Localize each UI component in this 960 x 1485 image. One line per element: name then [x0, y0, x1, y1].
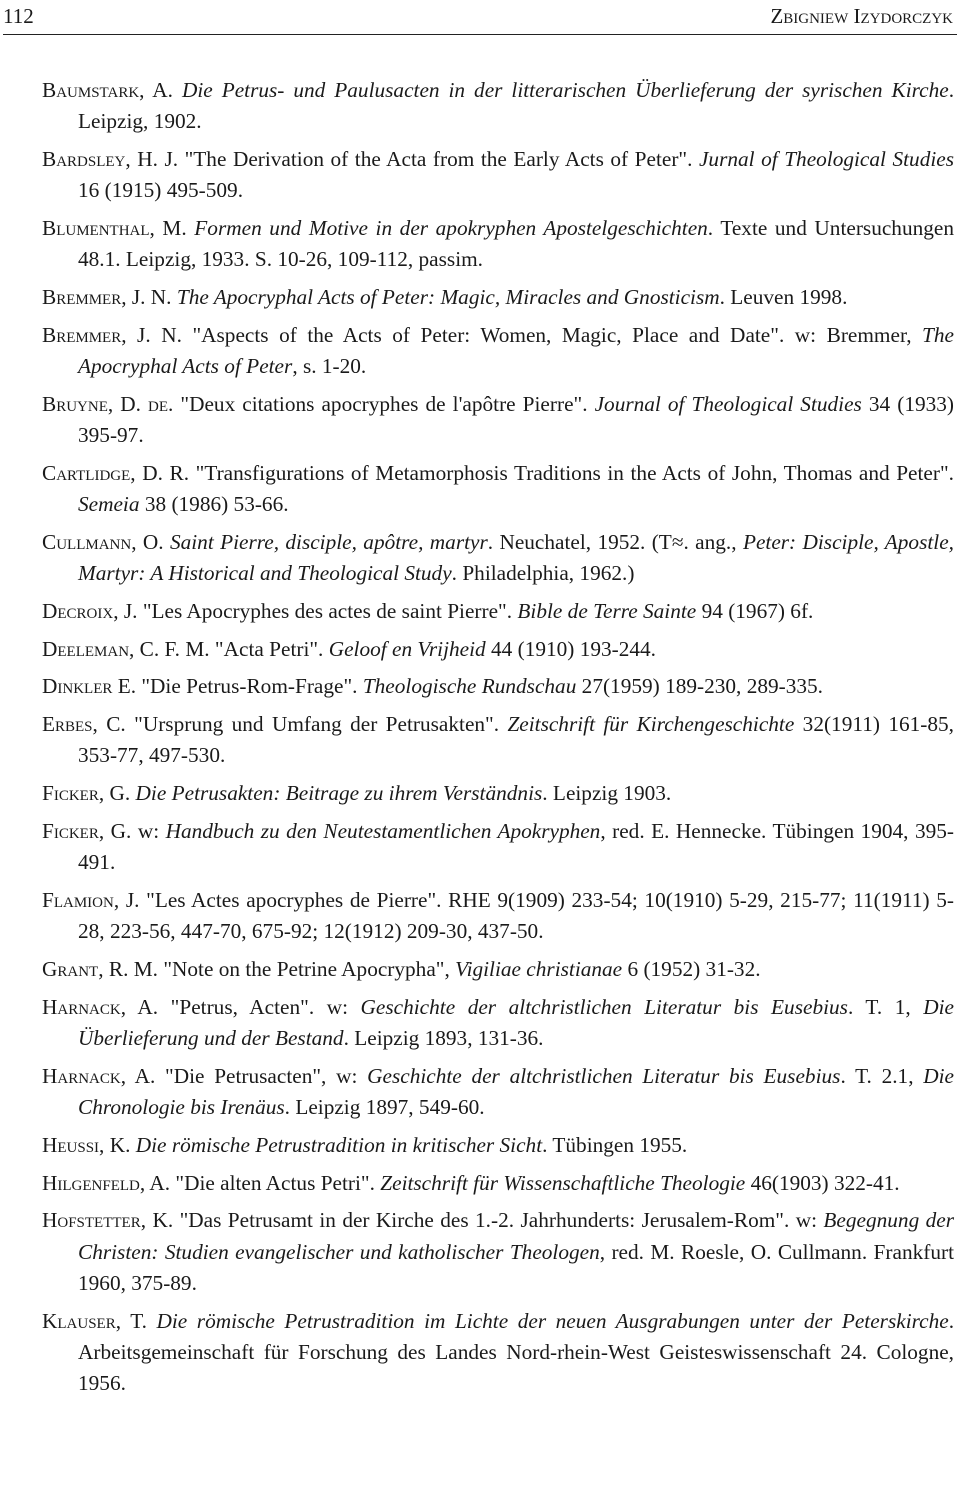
entry-text: "Ursprung und Umfang der Petrusakten". — [134, 712, 508, 737]
bibliography-entry — [42, 458, 954, 520]
bibliography-entry — [42, 885, 954, 947]
entry-title-italic: The Apocryphal Acts of Peter: Magic, Miracles and Gnosticism — [176, 285, 720, 309]
entry-author: Bremmer, J. N. — [42, 285, 172, 309]
entry-title-italic: Handbuch zu den Neutestamentlichen Apokryphen — [165, 818, 601, 843]
entry-title-italic: Geloof en Vrijheid — [328, 636, 486, 661]
entry-text: "Das Petrusamt in der Kirche des 1.-2. Jahrhunderts: Jerusalem-Rom". w: — [179, 1208, 824, 1233]
entry-text: . Neuchatel, 1952. (T≈. ang., — [487, 529, 743, 554]
bibliography-entry — [42, 709, 954, 771]
entry-text: 38 (1986) 53-66. — [139, 492, 289, 516]
bibliography-entry — [42, 1205, 954, 1299]
entry-text: , s. 1-20. — [292, 354, 367, 378]
entry-text: w: — [137, 818, 166, 843]
entry-text: "Aspects of the Acts of Peter: Women, Magic, Place and Date". w: Bremmer, — [192, 322, 923, 347]
bibliography-entry — [42, 320, 954, 382]
entry-text: "The Derivation of the Acta from the Early Acts of Peter". — [184, 147, 699, 171]
bibliography-entry — [42, 75, 954, 137]
bibliography-entry — [42, 634, 954, 665]
entry-author: Baumstark, A. — [42, 78, 174, 102]
entry-author: Dinkler E. — [42, 674, 137, 699]
entry-text: . Tübingen 1955. — [542, 1132, 688, 1157]
bibliography-entry — [42, 954, 954, 985]
entry-author: Flamion, J. — [42, 887, 140, 912]
entry-text: 27(1959) 189-230, 289-335. — [576, 674, 824, 699]
bibliography-entry — [42, 596, 954, 627]
entry-text: , red. M. Roesle, O. Cullmann. Frankfurt 1960, 375-89. — [78, 1239, 954, 1295]
entry-text: 16 (1915) 495-509. — [78, 178, 244, 203]
entry-text: "Die Petrus-Rom-Frage". — [141, 674, 363, 699]
entry-text: . Leipzig, 1902. — [78, 78, 955, 134]
entry-author: Klauser, T. — [42, 1308, 147, 1333]
entry-title-italic: Peter: Disciple, Apostle, Martyr: A Historical and Theological Study — [78, 529, 954, 585]
entry-text: . Leipzig 1893, 131-36. — [343, 1025, 544, 1050]
bibliography-entry — [42, 1130, 954, 1161]
bibliography-entry — [42, 778, 954, 809]
entry-text: . Leipzig 1903. — [542, 781, 672, 806]
entry-author: Ficker, G. — [42, 781, 131, 806]
entry-text: "Die alten Actus Petri". — [175, 1170, 381, 1195]
entry-title-italic: Die römische Petrustradition in kritischer Sicht — [135, 1132, 543, 1157]
entry-author: Blumenthal, M. — [42, 216, 187, 240]
running-header — [3, 0, 957, 35]
entry-author: Grant, R. M. — [42, 956, 158, 981]
entry-title-italic: The Apocryphal Acts of Peter — [78, 322, 954, 378]
entry-title-italic: Bible de Terre Sainte — [517, 598, 697, 623]
entry-text: . Arbeitsgemeinschaft für Forschung des Landes Nord-rhein-West Geisteswissenschaft 24. Cologne, 1956. — [78, 1308, 955, 1395]
entry-text: "Les Apocryphes des actes de saint Pierre". — [142, 598, 518, 623]
bibliography-entry — [42, 671, 954, 702]
bibliography-entry — [42, 213, 954, 275]
entry-text: "Les Actes apocryphes de Pierre". RHE 9(1909) 233-54; 10(1910) 5-29, 215-77; 11(1911) 5-28, 223-56, 447-70, 675-92; 12(1912) 209-30, 437-50. — [78, 887, 954, 944]
entry-title-italic: Die römische Petrustradition im Lichte der neuen Ausgrabungen unter der Peterskirche — [156, 1308, 949, 1333]
entry-text: . T. 1, — [847, 994, 924, 1019]
entry-title-italic: Die Chronologie bis Irenäus — [78, 1063, 954, 1119]
entry-text: 94 (1967) 6f. — [696, 598, 814, 623]
entry-text: 32(1911) 161-85, 353-77, 497-530. — [78, 712, 954, 768]
entry-author: Bardsley, H. J. — [42, 147, 179, 171]
bibliography-entry — [42, 282, 954, 313]
bibliography-entry — [42, 527, 954, 589]
entry-author: Hilgenfeld, A. — [42, 1170, 171, 1195]
entry-title-italic: Zeitschrift für Wissenschaftliche Theologie — [380, 1170, 746, 1195]
entry-text: "Deux citations apocryphes de l'apôtre Pierre". — [180, 391, 595, 416]
entry-title-italic: Geschichte der altchristlichen Literatur bis Eusebius — [367, 1063, 841, 1088]
bibliography-entry — [42, 1168, 954, 1199]
entry-title-italic: Die Petrusakten: Beitrage zu ihrem Verständnis — [135, 781, 543, 806]
entry-author: Harnack, A. — [42, 994, 159, 1019]
entry-text: 44 (1910) 193-244. — [485, 636, 657, 661]
entry-title-italic: Vigiliae christianae — [455, 956, 623, 981]
entry-title-italic: Die Petrus- und Paulusacten in der litterarischen Überlieferung der syrischen Kirche — [181, 78, 949, 102]
entry-text: 46(1903) 322-41. — [745, 1170, 900, 1195]
entry-text: "Die Petrusacten", w: — [165, 1063, 368, 1088]
entry-author: Bruyne, D. de. — [42, 391, 174, 416]
page-number: 112 — [3, 4, 34, 28]
entry-title-italic: Formen und Motive in der apokryphen Apostelgeschichten — [194, 216, 708, 240]
entry-title-italic: Geschichte der altchristlichen Literatur bis Eusebius — [360, 994, 848, 1019]
entry-author: Heussi, K. — [42, 1132, 131, 1157]
entry-title-italic: Begegnung der Christen: Studien evangelischer und katholischer Theologen — [78, 1208, 954, 1264]
entry-title-italic: Theologische Rundschau — [362, 674, 577, 699]
entry-author: Ficker, G. — [42, 818, 132, 843]
entry-text: 34 (1933) 395-97. — [78, 391, 955, 447]
bibliography-entry — [42, 992, 954, 1054]
bibliography-entry — [42, 816, 954, 878]
entry-author: Cartlidge, D. R. — [42, 460, 190, 485]
entry-author: Cullmann, O. — [42, 529, 164, 554]
entry-text: . Philadelphia, 1962.) — [451, 561, 635, 585]
entry-author: Erbes, C. — [42, 712, 126, 737]
bibliography-entry — [42, 1061, 954, 1123]
bibliography-list — [42, 75, 954, 1406]
entry-text: "Transfigurations of Metamorphosis Traditions in the Acts of John, Thomas and Peter". — [195, 460, 954, 485]
entry-title-italic: Zeitschrift für Kirchengeschichte — [507, 712, 795, 737]
entry-text: "Acta Petri". — [214, 636, 329, 661]
entry-author: Bremmer, J. N. — [42, 322, 182, 347]
entry-author: Hofstetter, K. — [42, 1208, 174, 1233]
entry-title-italic: Die Überlieferung und der Bestand — [78, 994, 954, 1050]
bibliography-entry — [42, 389, 954, 451]
entry-text: . Texte und Untersuchungen 48.1. Leipzig, 1933. S. 10-26, 109-112, passim. — [78, 216, 954, 272]
entry-text: "Petrus, Acten". w: — [170, 994, 361, 1019]
entry-author: Decroix, J. — [42, 598, 138, 623]
entry-author: Deeleman, C. F. M. — [42, 636, 210, 661]
entry-text: . Leipzig 1897, 549-60. — [284, 1094, 485, 1119]
entry-title-italic: Jurnal of Theological Studies — [698, 147, 954, 171]
bibliography-entry — [42, 1306, 954, 1400]
entry-text: . Leuven 1998. — [719, 285, 848, 309]
running-head-author: Zbigniew Izydorczyk — [770, 4, 953, 28]
entry-author: Harnack, A. — [42, 1063, 156, 1088]
entry-text: 6 (1952) 31-32. — [622, 956, 761, 981]
bibliography-entry — [42, 144, 954, 206]
entry-title-italic: Saint Pierre, disciple, apôtre, martyr — [169, 529, 488, 554]
entry-text: "Note on the Petrine Apocrypha", — [163, 956, 456, 981]
entry-text: . T. 2.1, — [840, 1063, 924, 1088]
entry-title-italic: Semeia — [78, 492, 140, 516]
entry-title-italic: Journal of Theological Studies — [594, 391, 862, 416]
entry-text: , red. E. Hennecke. Tübingen 1904, 395-491. — [78, 818, 954, 875]
